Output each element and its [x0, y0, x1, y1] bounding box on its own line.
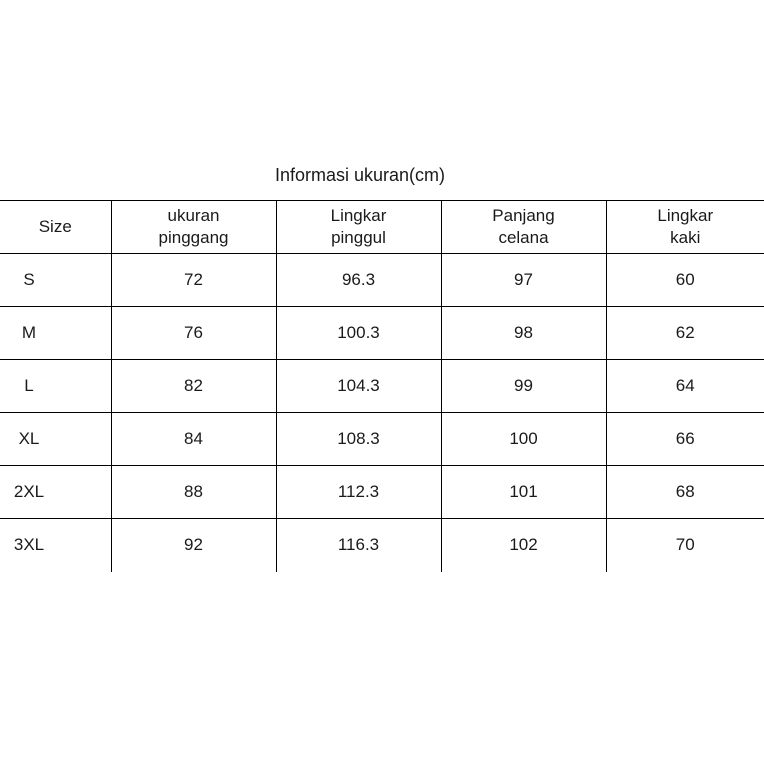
- size-cell: [0, 360, 111, 413]
- header-length-line-1: Panjang: [492, 206, 555, 225]
- table-title: Informasi ukuran(cm): [274, 165, 446, 185]
- size-value: XL: [18, 429, 40, 448]
- size-value: 2XL: [13, 482, 45, 501]
- hip-cell: 100.3: [276, 307, 441, 360]
- waist-cell: 72: [111, 254, 276, 307]
- size-value: M: [21, 323, 37, 342]
- waist-cell: 82: [111, 360, 276, 413]
- length-cell: 102: [441, 519, 606, 572]
- header-length: [441, 201, 606, 254]
- header-size: Size: [0, 201, 111, 254]
- leg-cell: 64: [606, 360, 764, 413]
- table-row: [0, 519, 764, 572]
- hip-cell: 108.3: [276, 413, 441, 466]
- table-row: [0, 413, 764, 466]
- table-row: [0, 254, 764, 307]
- header-waist-line-2: pinggang: [158, 228, 229, 247]
- waist-cell: 76: [111, 307, 276, 360]
- header-hip-line-2: pinggul: [331, 228, 386, 247]
- length-cell: 99: [441, 360, 606, 413]
- header-hip: [276, 201, 441, 254]
- length-cell: 100: [441, 413, 606, 466]
- leg-cell: 62: [606, 307, 764, 360]
- hip-cell: 112.3: [276, 466, 441, 519]
- header-row: [0, 201, 764, 254]
- header-leg-line-1: Lingkar: [657, 206, 714, 225]
- size-value: S: [23, 270, 35, 289]
- size-value: 3XL: [13, 535, 45, 555]
- size-chart-table: [0, 200, 764, 572]
- table-row: [0, 466, 764, 519]
- header-waist-line-1: ukuran: [167, 206, 220, 225]
- waist-cell: 92: [111, 519, 276, 572]
- header-waist: [111, 201, 276, 254]
- length-cell: 98: [441, 307, 606, 360]
- length-cell: 101: [441, 466, 606, 519]
- size-value: L: [24, 376, 34, 395]
- size-cell: [0, 466, 111, 519]
- header-length-line-2: celana: [498, 228, 549, 247]
- size-cell: [0, 254, 111, 307]
- size-cell: [0, 307, 111, 360]
- table-row: [0, 307, 764, 360]
- hip-cell: 96.3: [276, 254, 441, 307]
- size-cell: [0, 413, 111, 466]
- hip-cell: 104.3: [276, 360, 441, 413]
- leg-cell: 68: [606, 466, 764, 519]
- waist-cell: 84: [111, 413, 276, 466]
- header-leg: [606, 201, 764, 254]
- waist-cell: 88: [111, 466, 276, 519]
- length-cell: 97: [441, 254, 606, 307]
- hip-cell: 116.3: [276, 519, 441, 572]
- leg-cell: 66: [606, 413, 764, 466]
- size-cell: [0, 519, 111, 572]
- table-row: [0, 360, 764, 413]
- header-leg-line-2: kaki: [670, 228, 701, 247]
- leg-cell: 60: [606, 254, 764, 307]
- header-hip-line-1: Lingkar: [330, 206, 387, 225]
- leg-cell: 70: [606, 519, 764, 572]
